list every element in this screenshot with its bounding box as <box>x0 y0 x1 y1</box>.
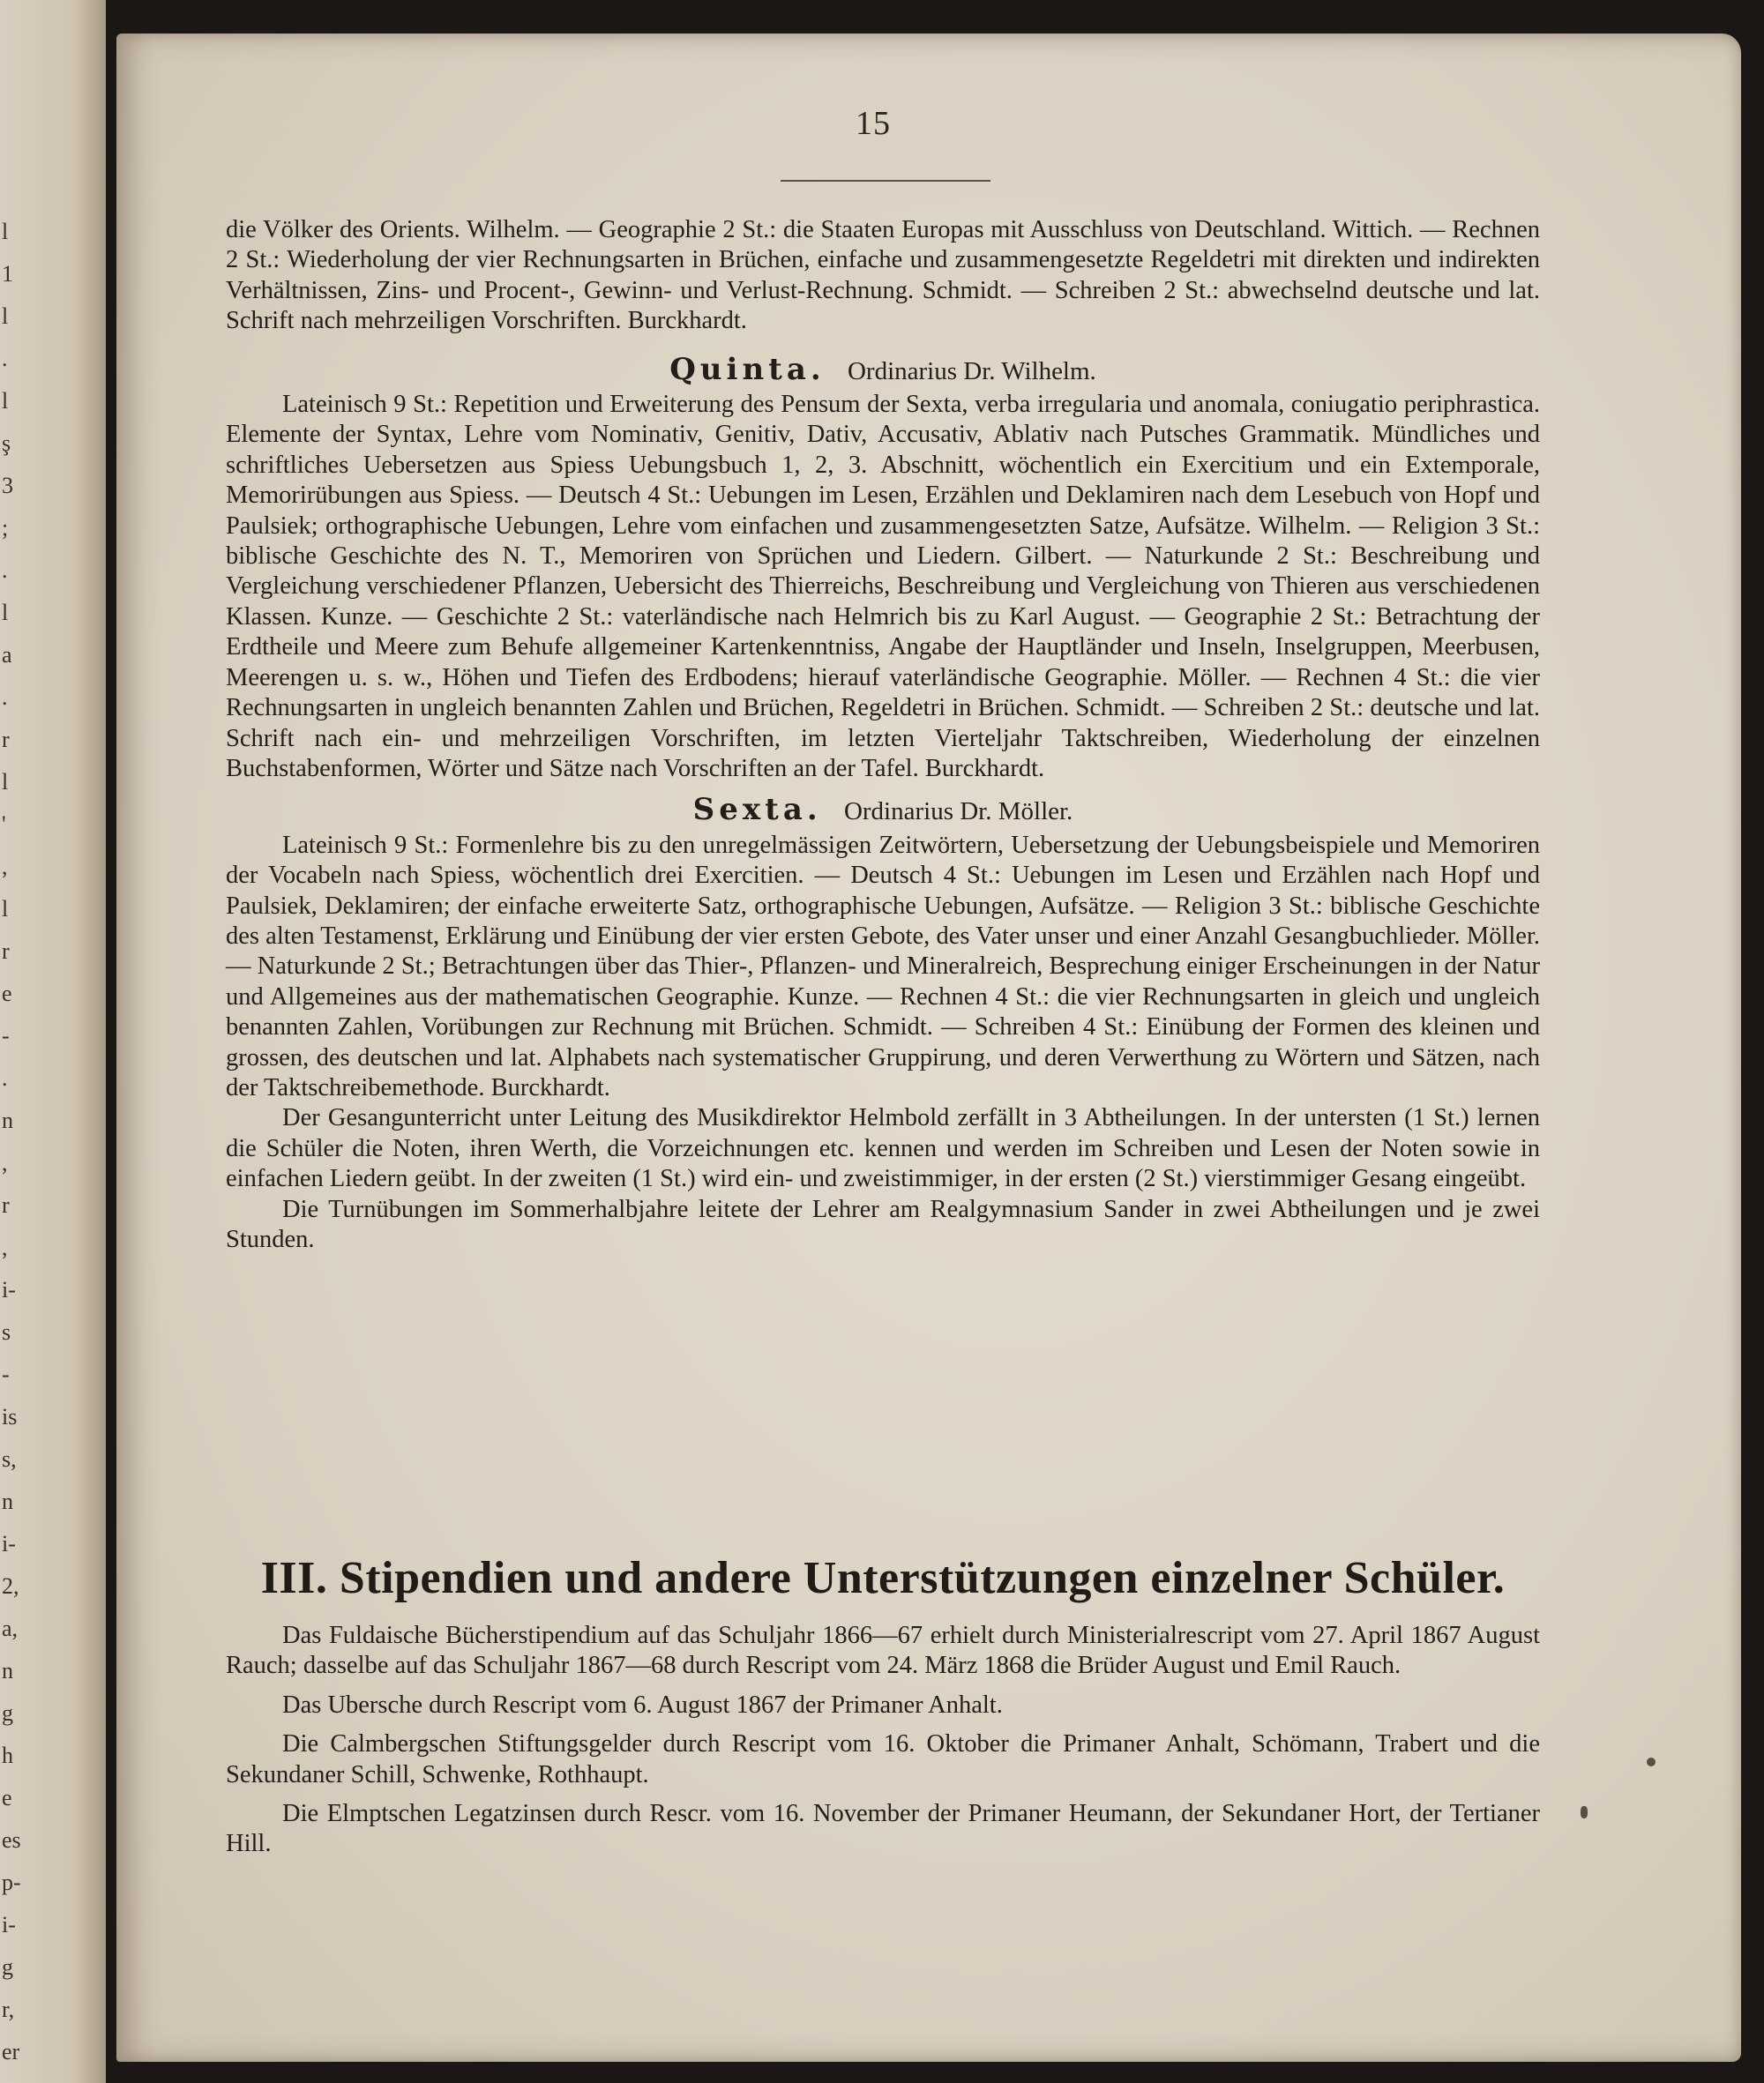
previous-page-fragment: l <box>2 303 9 329</box>
section-III-title: III. Stipendien und andere Unterstützungen einzelner Schüler. <box>260 1553 1506 1603</box>
quinta-paragraph: Lateinisch 9 St.: Repetition und Erweiterung des Pensum der Sexta, verba irregularia und anomala, coniugatio periphrastica. Elemente der Syntax, Lehre vom Nominativ, Genitiv, Dativ, Accusativ, Ablativ nach Putsches Grammatik. Mündliches und schriftliches Uebersetzen aus Spiess Uebungsbuch 1, 2, 3. Abschnitt, wöchentlich ein Exercitium und ein Extemporale, Memorirübungen aus Spiess. — Deutsch 4 St.: Uebungen im Lesen, Erzählen und Deklamiren nach dem Lesebuch von Hopf und Paulsiek; orthographische Uebungen, Lehre vom einfachen und zusammengesetzten Satze, Aufsätze. Wilhelm. — Religion 3 St.: biblische Geschichte des N. T., Memoriren von Sprüchen und Liedern. Gilbert. — Naturkunde 2 St.: Beschreibung und Vergleichung verschiedener Pflanzen, Uebersicht des Thierreichs, Beschreibung und Vergleichung von Thieren aus verschiedenen Klassen. Kunze. — Geschichte 2 St.: vaterländische nach Helmrich bis zu Karl August. — Geographie 2 St.: Betrachtung der Erdtheile und Meere zum Behufe allgemeiner Kartenkenntniss, Angabe der Hauptländer und Inseln, Inselgruppen, Meerbusen, Meerengen u. s. w., Höhen und Tiefen des Erdbodens; hierauf vaterländische Geographie. Möller. — Rechnen 4 St.: die vier Rechnungsarten in ungleich benannten Zahlen und Brüchen, Regeldetri in Brüchen. Schmidt. — Schreiben 2 St.: deutsche und lat. Schrift nach ein- und mehrzeiligen Vorschriften, im letzten Vierteljahr Taktschreiben, Wiederholung der einzelnen Buchstabenformen, Wörter und Sätze nach Vorschriften an der Tafel. Burckhardt. <box>226 391 1540 782</box>
sexta-ordinarius: Ordinarius Dr. Möller. <box>843 797 1073 826</box>
previous-page-fragment: i- <box>2 1912 16 1937</box>
previous-page-fragment: r <box>2 1192 10 1218</box>
previous-page-fragment: er <box>2 2039 20 2064</box>
previous-page-fragment: , <box>2 854 8 879</box>
quinta-heading <box>226 351 1540 387</box>
turn-paragraph: Die Turnübungen im Sommerhalbjahre leitete der Lehrer am Realgymnasium Sander in zwei Abtheilungen und je zwei Stunden. <box>226 1195 1540 1253</box>
previous-page-edge <box>0 0 106 2083</box>
previous-page-fragment: e <box>2 1785 12 1810</box>
sexta-heading <box>226 792 1540 828</box>
previous-page-fragment: ; <box>2 515 9 541</box>
previous-page-fragment: l <box>2 388 9 414</box>
previous-page-fragment: n <box>2 1108 13 1133</box>
previous-page-fragment: , <box>2 1150 8 1176</box>
previous-page-fragment: g <box>2 1700 13 1726</box>
previous-page-fragment: a, <box>2 1616 19 1641</box>
ink-spot <box>1581 1806 1588 1818</box>
section-III-paragraph-4: Die Elmptschen Legatzinsen durch Rescr. vom 16. November der Primaner Heumann, der Sekundaner Hort, der Tertianer Hill. <box>226 1800 1540 1858</box>
previous-page-fragment: . <box>2 1065 8 1091</box>
previous-page-fragment: g <box>2 1954 13 1980</box>
previous-page-fragment: s <box>2 1319 11 1345</box>
sexta-paragraph: Lateinisch 9 St.: Formenlehre bis zu den unregelmässigen Zeitwörtern, Uebersetzung der Uebungsbeispiele und Memoriren der Vocabeln nach Spiess, wöchentlich drei Exercitien. — Deutsch 4 St.: Uebungen im Lesen und Erzählen nach Hopf und Paulsiek, Deklamiren; der einfache erweiterte Satz, orthographische Uebungen, Aufsätze. — Religion 3 St.: biblische Geschichte des alten Testamenst, Erklärung und Einübung der vier ersten Gebote, des Vater unser und einer Anzahl Gesangbuchlieder. Möller. — Naturkunde 2 St.; Betrachtungen über das Thier-, Pflanzen- und Mineralreich, Besprechung einiger Erscheinungen in der Natur und Allgemeines aus der mathematischen Geographie. Kunze. — Rechnen 4 St.: die vier Rechnungsarten in gleich und ungleich benannten Zahlen, Vorübungen zur Rechnung mit Brüchen. Schmidt. — Schreiben 4 St.: Einübung der Formen des kleinen und grossen, des deutschen und lat. Alphabets nach systematischer Gruppirung, und deren Verwerthung zu Wörtern und Sätzen, nach der Taktschreibemethode. Burckhardt. <box>226 831 1540 1101</box>
previous-page-fragment: l <box>2 219 9 244</box>
section-III-paragraph-2: Das Ubersche durch Rescript vom 6. August 1867 der Primaner Anhalt. <box>282 1691 1003 1719</box>
previous-page-fragment: l <box>2 769 9 795</box>
previous-page-fragment: . <box>2 346 8 371</box>
previous-page-fragment: h <box>2 1743 13 1768</box>
previous-page-fragment: p- <box>2 1870 21 1895</box>
sexta-title: Sexta. <box>692 792 822 828</box>
previous-page-fragment: r <box>2 727 10 752</box>
previous-page-fragment: . <box>2 557 8 583</box>
previous-page-fragment: i- <box>2 1277 16 1303</box>
previous-page-fragment: is <box>2 1404 18 1430</box>
page-number: 15 <box>856 105 891 142</box>
gesang-paragraph: Der Gesangunterricht unter Leitung des Musikdirektor Helmbold zerfällt in 3 Abtheilungen. In der untersten (1 St.) lernen die Schüler die Noten, ihren Werth, die Vorzeichnungen etc. kennen und werden im Schreiben und Lesen der Noten sowie in einfachen Liedern geübt. In der zweiten (1 St.) wird ein- und zweistimmiger, in der ersten (2 St.) vierstimmiger Gesang eingeübt. <box>226 1104 1540 1193</box>
previous-page-fragment: - <box>2 1362 10 1387</box>
previous-page-fragment: i- <box>2 1531 16 1557</box>
previous-page-fragment: n <box>2 1658 13 1684</box>
section-III-paragraph-1: Das Fuldaische Bücherstipendium auf das Schuljahr 1866—67 erhielt durch Ministerialrescript vom 27. April 1867 August Rauch; dasselbe auf das Schuljahr 1867—68 durch Rescript vom 24. März 1868 die Brüder August und Emil Rauch. <box>226 1622 1540 1680</box>
section-III-paragraph-3: Die Calmbergschen Stiftungsgelder durch Rescript vom 16. Oktober die Primaner Anhalt, Schömann, Trabert und die Sekundaner Schill, Schwenke, Rothhaupt. <box>226 1730 1540 1788</box>
ink-spot <box>1647 1758 1656 1766</box>
previous-page-fragment: es <box>2 1827 21 1853</box>
previous-page-fragment: - <box>2 1023 10 1049</box>
body-text-upper <box>226 215 1540 1255</box>
previous-page-fragment: ş <box>2 430 11 456</box>
previous-page-fragment: r, <box>2 1997 15 2022</box>
previous-page-fragment: 3 <box>2 473 13 498</box>
previous-page-fragment: n <box>2 1489 13 1514</box>
quinta-ordinarius: Ordinarius Dr. Wilhelm. <box>847 356 1096 385</box>
previous-page-fragment: . <box>2 684 8 710</box>
previous-page-fragment: l <box>2 896 9 922</box>
quinta-title: Quinta. <box>669 351 826 387</box>
previous-page-fragment: l <box>2 600 9 625</box>
section-III-body <box>226 1621 1540 1860</box>
previous-page-fragment: , <box>2 1235 8 1260</box>
intro-paragraph: die Völker des Orients. Wilhelm. — Geographie 2 St.: die Staaten Europas mit Ausschluss von Deutschland. Wittich. — Rechnen 2 St.: Wiederholung der vier Rechnungsarten in Brüchen, einfache und zusammengesetzte Regeldetri mit direkten und indirekten Verhältnissen, Zins- und Procent-, Gewinn- und Verlust-Rechnung. Schmidt. — Schreiben 2 St.: abwechselnd deutsche und lat. Schrift nach mehrzeiligen Vorschriften. Burckhardt. <box>226 216 1540 335</box>
previous-page-fragment: 2, <box>2 1573 19 1599</box>
previous-page-fragment: a <box>2 642 12 668</box>
previous-page-fragment: e <box>2 981 12 1006</box>
previous-page-fragment: s, <box>2 1446 17 1472</box>
previous-page-fragment: r <box>2 938 10 964</box>
previous-page-fragment: 1 <box>2 261 13 287</box>
page-number-rule <box>781 180 990 182</box>
previous-page-fragment: ' <box>2 811 6 837</box>
